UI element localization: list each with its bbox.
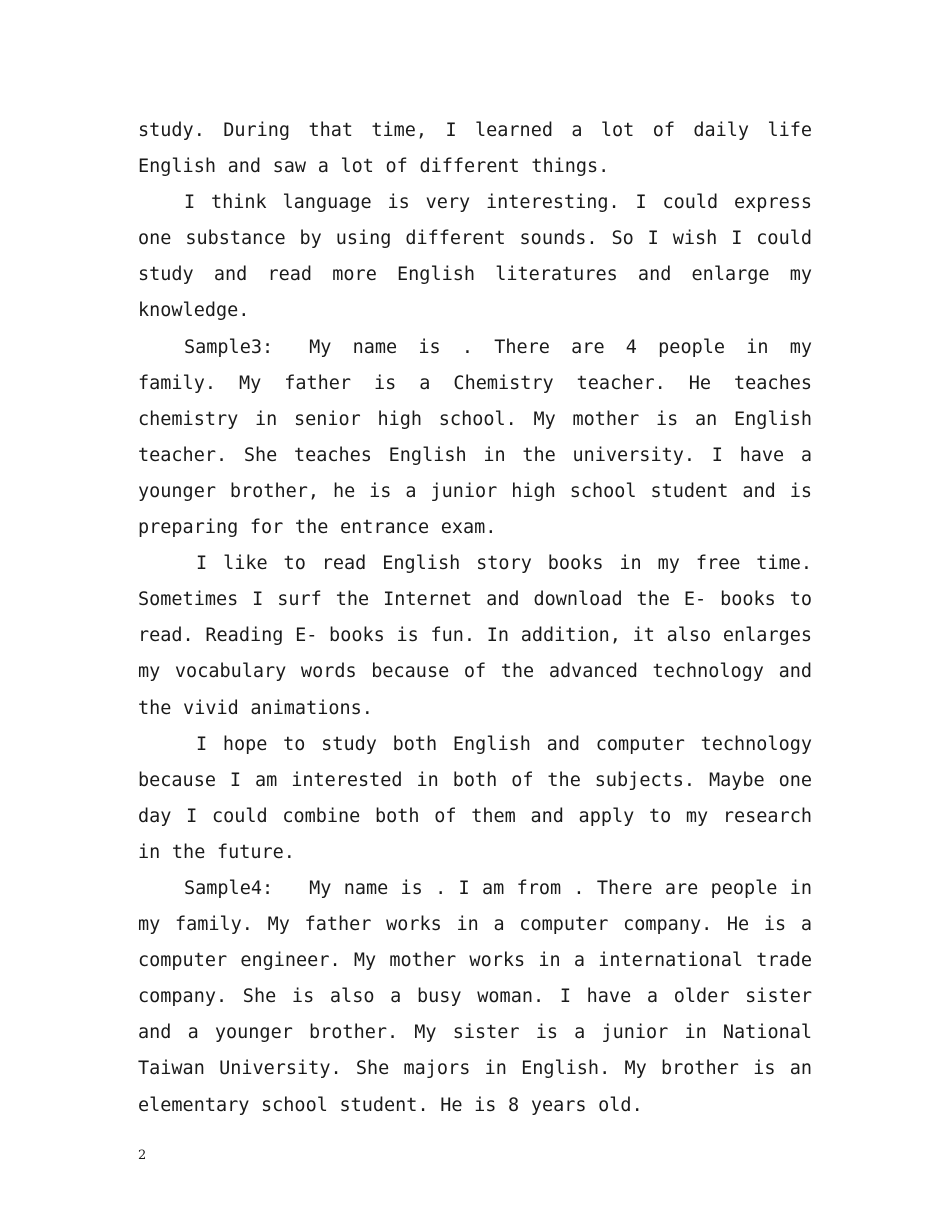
paragraph-sample3 xyxy=(138,330,812,547)
paragraph-sample4 xyxy=(138,871,812,1124)
paragraph-2: I think language is very interesting. I could express one substance by using different sounds. So I wish I could study and read more English literatures and enlarge my knowledge. xyxy=(138,192,812,322)
page-number: 2 xyxy=(138,1148,147,1163)
paragraph-5: I hope to study both English and computer technology because I am interested in both of the subjects. Maybe one day I could combine both of them and apply to my research in the future. xyxy=(138,733,812,863)
paragraph-4: I like to read English story books in my free time. Sometimes I surf the Internet and download the E- books to read. Reading E- books is fun. In addition, it also enlarges my vocabulary words because of the advanced technology and the vivid animations. xyxy=(138,553,812,719)
sample3-text: My name is . There are 4 people in my family. My father is a Chemistry teacher. He teaches chemistry in senior high school. My mother is an English teacher. She teaches English in the university. I have a younger brother, he is a junior high school student and is preparing for the entrance exam. xyxy=(138,336,812,539)
sample3-label: Sample3: xyxy=(184,336,274,358)
paragraph-1: study. During that time, I learned a lot of daily life English and saw a lot of different things. xyxy=(138,120,812,178)
sample4-text: My name is . I am from . There are people in my family. My father works in a computer company. He is a computer engineer. My mother works in a international trade company. She is also a busy woman. I have a older sister and a younger brother. My sister is a junior in National Taiwan University. She majors in English. My brother is an elementary school student. He is 8 years old. xyxy=(138,877,812,1116)
body-text xyxy=(138,113,812,1124)
sample4-label: Sample4: xyxy=(184,877,274,899)
